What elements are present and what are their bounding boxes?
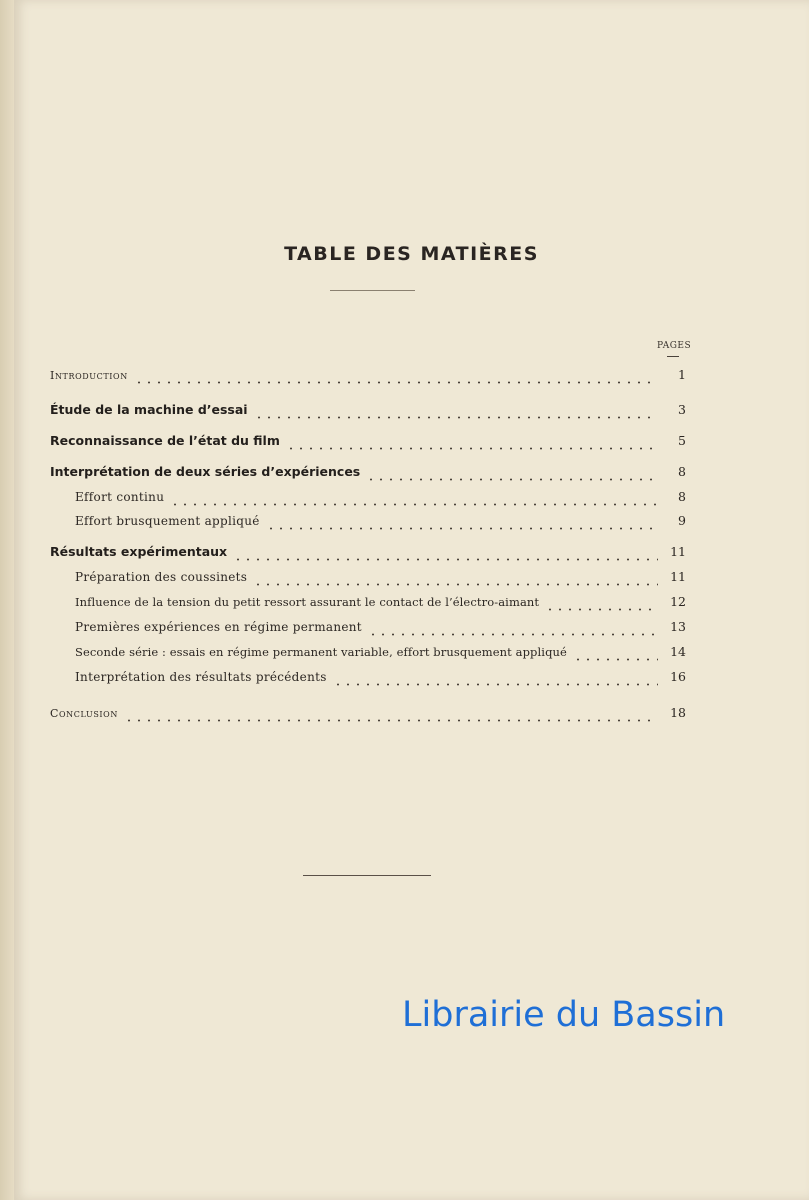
toc-entry-influence <box>75 594 686 614</box>
toc-entry-preparation <box>75 569 686 589</box>
watermark: Librairie du Bassin <box>402 995 726 1035</box>
dot-leader <box>233 558 658 561</box>
toc-entry-page: 12 <box>670 594 686 609</box>
page-gutter <box>0 0 14 1200</box>
toc-entry-premieres <box>75 619 686 639</box>
toc-entry-text: Effort brusquement appliqué <box>75 514 260 528</box>
toc-entry-page: 13 <box>670 619 686 634</box>
dot-leader <box>333 683 658 686</box>
toc-entry-text: Interprétation de deux séries d’expériences <box>50 464 361 479</box>
toc-entry-text: Résultats expérimentaux <box>50 544 228 559</box>
toc-entry-page: 3 <box>678 402 686 417</box>
toc-entry-conclusion <box>50 705 686 725</box>
toc-entry-text: Reconnaissance de l’état du film <box>50 433 280 448</box>
toc-entry-text: Influence de la tension du petit ressort assurant le contact de l’électro-aimant <box>75 595 540 609</box>
dot-leader <box>366 478 658 481</box>
dot-leader <box>170 503 658 506</box>
toc-entry-text: Effort continu <box>75 490 165 504</box>
toc-entry-page: 5 <box>678 433 686 448</box>
toc-entry-text: Préparation des coussinets <box>75 570 248 584</box>
toc-entry-page: 8 <box>678 464 686 479</box>
toc-entry-page: 11 <box>670 569 686 584</box>
toc-entry-page: 11 <box>670 544 686 559</box>
dot-leader <box>266 527 658 530</box>
toc-entry-introduction <box>50 367 686 387</box>
dot-leader <box>545 608 658 611</box>
toc-entry-interpretation <box>50 464 686 484</box>
toc-entry-effort-continu <box>75 489 686 509</box>
toc-entry-interpretation-resultats <box>75 669 686 689</box>
dot-leader <box>254 416 658 419</box>
toc-entry-text: Étude de la machine d’essai <box>50 402 248 417</box>
toc-entry-page: 8 <box>678 489 686 504</box>
toc-entry-reconnaissance <box>50 433 686 453</box>
document-page <box>14 0 809 1200</box>
toc-entry-text: Interprétation des résultats précédents <box>75 670 327 684</box>
dot-leader <box>286 447 658 450</box>
toc-entry-effort-brusque <box>75 513 686 533</box>
dot-leader <box>134 381 658 384</box>
toc-entry-text: Premières expériences en régime permanent <box>75 620 362 634</box>
page-title: TABLE DES MATIÈRES <box>284 243 539 265</box>
toc-entry-page: 18 <box>670 705 686 720</box>
pages-column-label: PAGES <box>657 341 692 351</box>
toc-entry-page: 9 <box>678 513 686 528</box>
dot-leader <box>573 658 658 661</box>
toc-entry-seconde <box>75 644 686 664</box>
toc-entry-resultats <box>50 544 686 564</box>
toc-entry-text: Conclusion <box>50 707 118 720</box>
toc-entry-page: 16 <box>670 669 686 684</box>
dot-leader <box>124 719 658 722</box>
dot-leader <box>368 633 658 636</box>
toc-entry-etude <box>50 402 686 422</box>
toc-entry-page: 1 <box>678 367 686 382</box>
closing-divider <box>303 875 431 876</box>
dot-leader <box>253 583 658 586</box>
toc-entry-page: 14 <box>670 644 686 659</box>
toc-entry-text: Seconde série : essais en régime permanent variable, effort brusquement appliqué <box>75 645 567 659</box>
toc-entry-text: Introduction <box>50 369 128 382</box>
pages-column-dash <box>667 356 679 357</box>
title-divider <box>330 290 415 291</box>
